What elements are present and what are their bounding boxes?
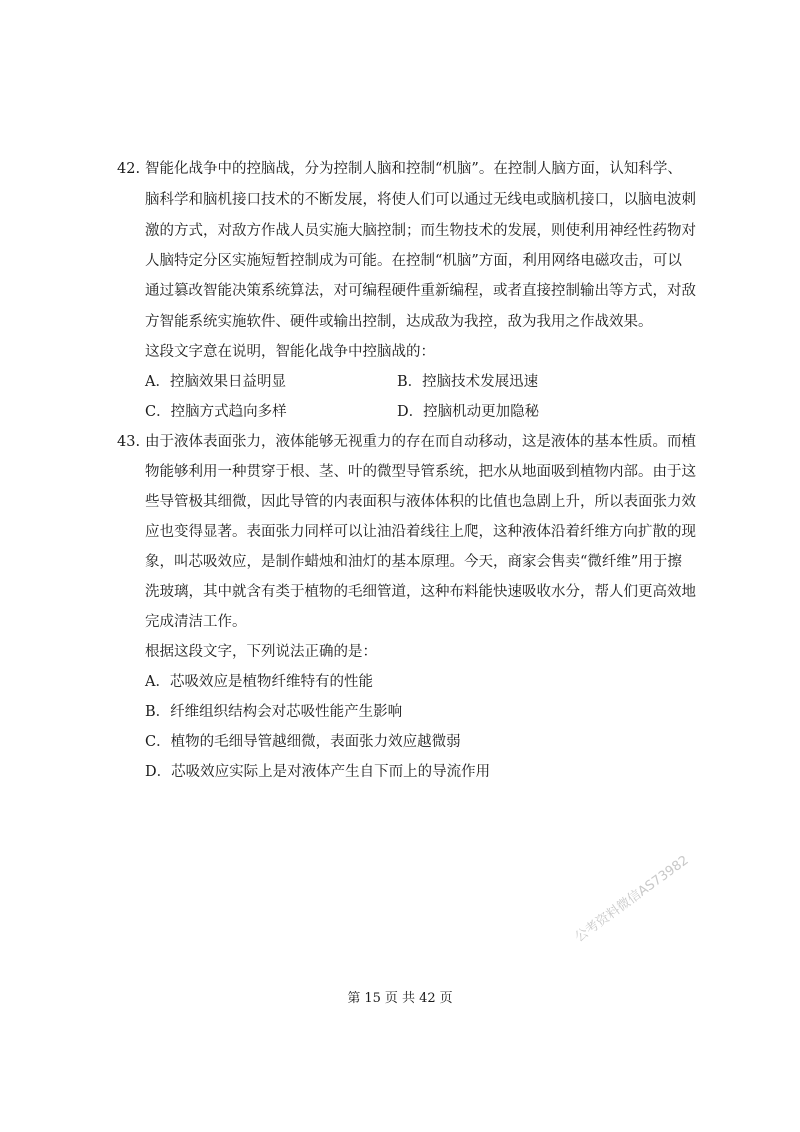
q43-line-1: 由于液体表面张力，液体能够无视重力的存在而自动移动，这是液体的基本性质。而植 xyxy=(145,434,696,450)
footer-prefix: 第 xyxy=(347,991,361,1006)
q42-line-5: 通过篡改智能决策系统算法，对可编程硬件重新编程，或者直接控制输出等方式，对敌 xyxy=(145,283,696,299)
q43-line-4: 应也变得显著。表面张力同样可以让油沿着线往上爬，这种液体沿着纤维方向扩散的现 xyxy=(145,524,696,540)
q42-line-6: 方智能系统实施软件、硬件或输出控制，达成敌为我控，敌为我用之作战效果。 xyxy=(145,314,653,330)
q42-option-c: C．控脑方式趋向多样 xyxy=(145,404,287,420)
q42-line-2: 脑科学和脑机接口技术的不断发展，将使人们可以通过无线电或脑机接口，以脑电波刺 xyxy=(145,192,696,208)
q42-option-b: B．控脑技术发展迅速 xyxy=(397,374,539,390)
q43-question: 根据这段文字，下列说法正确的是： xyxy=(145,644,377,660)
q43-line-7: 完成清洁工作。 xyxy=(145,614,247,630)
q43-option-b: B．纤维组织结构会对芯吸性能产生影响 xyxy=(145,704,403,720)
footer-mid: 页 共 xyxy=(384,991,416,1006)
q43-option-d: D．芯吸效应实际上是对液体产生自下而上的导流作用 xyxy=(145,764,491,780)
footer-total-pages: 42 xyxy=(419,991,436,1006)
q43-option-c: C．植物的毛细导管越细微，表面张力效应越微弱 xyxy=(145,734,461,750)
q43-line-6: 洗玻璃，其中就含有类于植物的毛细管道，这种布料能快速吸收水分，帮人们更高效地 xyxy=(145,584,696,600)
page-footer xyxy=(0,990,800,1008)
watermark-text: 公考资料微信AS73982 xyxy=(572,852,692,946)
q43-line-5: 象，叫芯吸效应，是制作蜡烛和油灯的基本原理。今天，商家会售卖“微纤维”用于擦 xyxy=(145,554,682,570)
q42-number: 42. xyxy=(117,161,141,177)
q42-option-d: D．控脑机动更加隐秘 xyxy=(397,404,540,420)
footer-suffix: 页 xyxy=(439,991,453,1006)
q42-line-1: 智能化战争中的控脑战，分为控制人脑和控制“机脑”。在控制人脑方面，认知科学、 xyxy=(145,161,682,177)
q43-line-2: 物能够利用一种贯穿于根、茎、叶的微型导管系统，把水从地面吸到植物内部。由于这 xyxy=(145,464,696,480)
q43-line-3: 些导管极其细微，因此导管的内表面积与液体体积的比值也急剧上升，所以表面张力效 xyxy=(145,494,696,510)
q43-option-a: A．芯吸效应是植物纤维特有的性能 xyxy=(145,674,373,690)
q42-option-a: A．控脑效果日益明显 xyxy=(145,374,286,390)
q42-line-4: 人脑特定分区实施短暂控制成为可能。在控制“机脑”方面，利用网络电磁攻击，可以 xyxy=(145,253,682,269)
q42-line-3: 激的方式，对敌方作战人员实施大脑控制；而生物技术的发展，则使利用神经性药物对 xyxy=(145,223,696,239)
q42-question: 这段文字意在说明，智能化战争中控脑战的： xyxy=(145,344,435,360)
footer-page-number: 15 xyxy=(364,991,381,1006)
q43-number: 43. xyxy=(117,434,141,450)
